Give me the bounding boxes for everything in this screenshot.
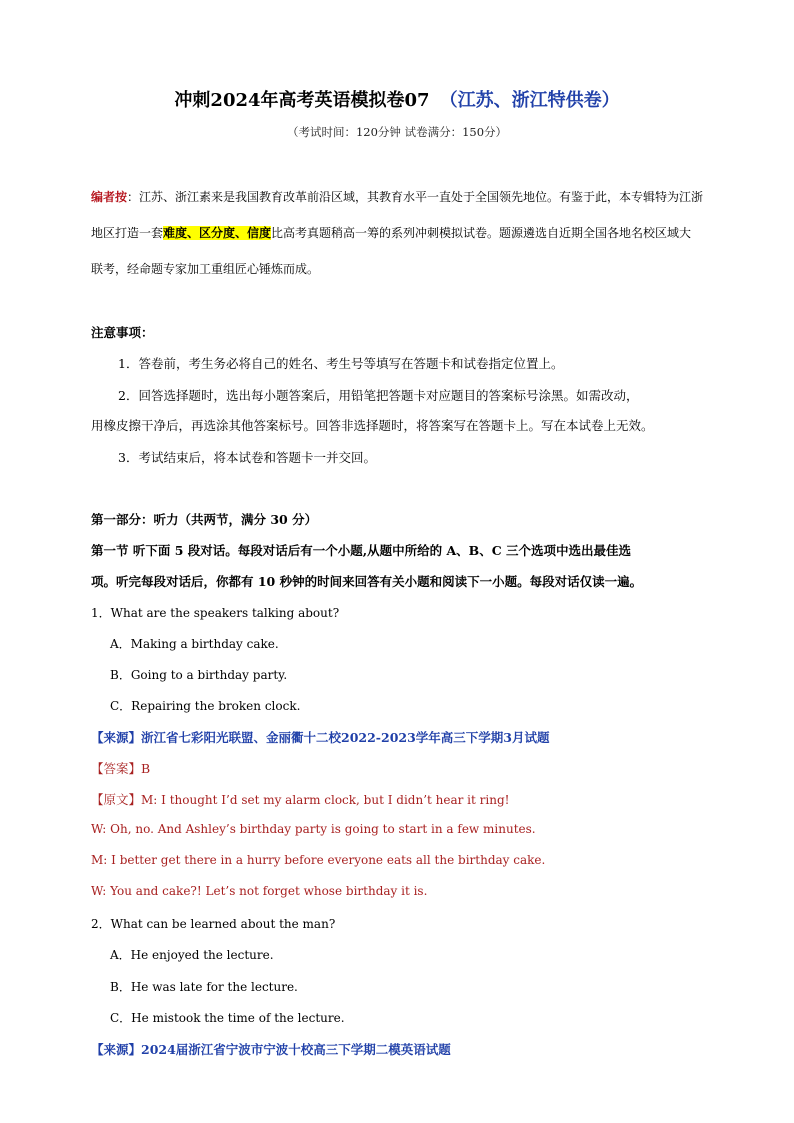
q1-transcript-line-2: W: Oh, no. And Ashley’s birthday party is going to start in a few minutes. — [91, 822, 536, 836]
q2-option-c: C．He mistook the time of the lecture. — [110, 1011, 345, 1025]
title-main: 冲刺2024年高考英语模拟卷07 — [174, 90, 430, 111]
q1-answer: 【答案】B — [91, 761, 151, 776]
q1-source: 【来源】浙江省七彩阳光联盟、金丽衢十二校2022-2023学年高三下学期3月试题 — [91, 730, 550, 745]
title-tag: （江苏、浙江特供卷） — [439, 90, 620, 111]
q2-option-a: A．He enjoyed the lecture. — [110, 948, 274, 962]
notice-item-1: 1．答卷前，考生务必将自己的姓名、考生号等填写在答题卡和试卷指定位置上。 — [118, 356, 564, 371]
q1-option-b: B．Going to a birthday party. — [110, 668, 288, 682]
q1-transcript-line-4: W: You and cake?! Let’s not forget whose birthday it is. — [91, 884, 428, 898]
question-2: 2．What can be learned about the man? — [91, 917, 336, 931]
exam-info: （考试时间：120分钟 试卷满分：150分） — [286, 125, 508, 139]
highlighted-text: 难度、区分度、信度 — [163, 226, 272, 240]
question-1: 1．What are the speakers talking about? — [91, 606, 340, 620]
notice-heading: 注意事项： — [91, 325, 154, 340]
page-title — [0, 86, 794, 112]
editor-note-line-2: 地区打造一套难度、区分度、信度比高考真题稍高一筹的系列冲刺模拟试卷。题源遴选自近期全国各地名校区域大 — [91, 226, 692, 240]
q1-option-c: C．Repairing the broken clock. — [110, 699, 301, 713]
notice-item-2: 2．回答选择题时，选出每小题答案后，用铅笔把答题卡对应题目的答案标号涂黑。如需改动， — [118, 388, 639, 403]
q1-transcript-line-3: M: I better get there in a hurry before everyone eats all the birthday cake. — [91, 853, 546, 867]
editor-note-line-1: 编者按：江苏、浙江素来是我国教育改革前沿区域，其教育水平一直处于全国领先地位。有鉴于此，本专辑特为江浙 — [91, 190, 704, 204]
q1-transcript-line-1: 【原文】M: I thought I’d set my alarm clock, but I didn’t hear it ring! — [91, 792, 510, 807]
section1-instruction: 第一节 听下面 5 段对话。每段对话后有一个小题,从题中所给的 A、B、C 三个选项中选出最佳选 — [91, 543, 632, 558]
editor-note-line-3: 联考，经命题专家加工重组匠心锤炼而成。 — [91, 262, 320, 276]
q2-source: 【来源】2024届浙江省宁波市宁波十校高三下学期二模英语试题 — [91, 1042, 451, 1057]
editor-label: 编者按 — [91, 190, 128, 204]
notice-item-3: 3．考试结束后，将本试卷和答题卡一并交回。 — [118, 450, 376, 465]
notice-item-2-cont: 用橡皮擦干净后，再选涂其他答案标号。回答非选择题时，将答案写在答题卡上。写在本试卷上无效。 — [91, 418, 654, 433]
part1-heading: 第一部分：听力（共两节，满分 30 分） — [91, 512, 318, 527]
section1-instruction-cont: 项。听完每段对话后，你都有 10 秒钟的时间来回答有关小题和阅读下一小题。每段对话仅读一遍。 — [91, 574, 643, 589]
q2-option-b: B．He was late for the lecture. — [110, 980, 298, 994]
q1-option-a: A．Making a birthday cake. — [110, 637, 279, 651]
